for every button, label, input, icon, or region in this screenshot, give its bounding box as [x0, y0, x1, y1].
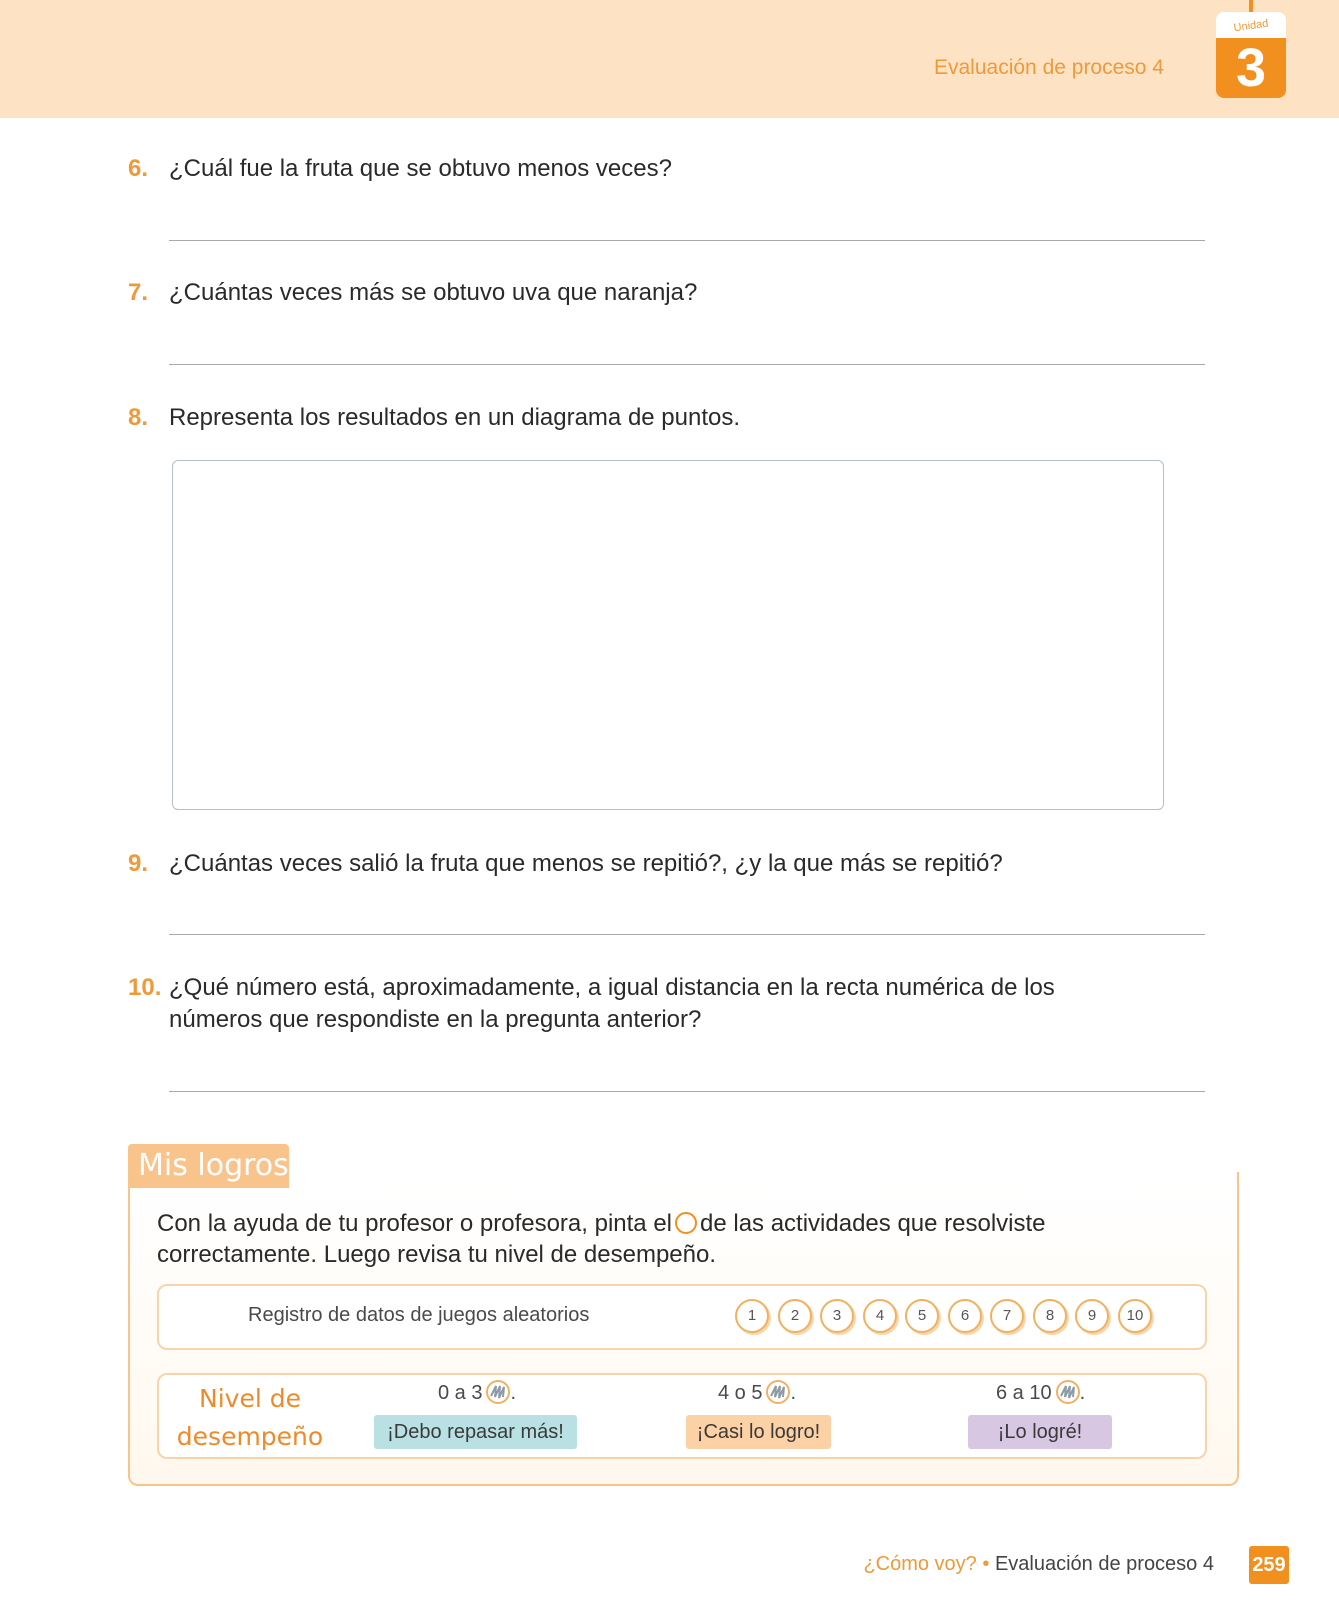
header-torn-edge — [0, 108, 1339, 124]
level-range-3: 6 a 10 . — [996, 1382, 1086, 1404]
level-badge-repasar: ¡Debo repasar más! — [374, 1415, 577, 1449]
painted-circle-icon — [1056, 1380, 1080, 1404]
level-badge-logre: ¡Lo logré! — [968, 1415, 1112, 1449]
unit-number: 3 — [1216, 38, 1286, 98]
activity-circle-10[interactable]: 10 — [1118, 1299, 1152, 1333]
activity-circle-8[interactable]: 8 — [1033, 1299, 1067, 1333]
instruction-text-start: Con la ayuda de tu profesor o profesora, pinta el — [157, 1210, 672, 1237]
question-text: ¿Cuántas veces más se obtuvo uva que naranja? — [169, 279, 698, 306]
answer-line-7[interactable] — [169, 364, 1205, 365]
unit-badge — [1216, 12, 1286, 98]
level-range-1: 0 a 3 . — [438, 1382, 517, 1404]
question-text: ¿Cuál fue la fruta que se obtuvo menos veces? — [169, 155, 672, 182]
registro-label: Registro de datos de juegos aleatorios — [248, 1304, 590, 1326]
activity-circle-7[interactable]: 7 — [990, 1299, 1024, 1333]
circle-icon — [675, 1212, 697, 1234]
activity-circle-4[interactable]: 4 — [863, 1299, 897, 1333]
footer-separator: • — [982, 1553, 990, 1575]
activity-circle-1[interactable]: 1 — [735, 1299, 769, 1333]
logros-title: Mis logros — [138, 1148, 289, 1183]
level-range-text: 6 a 10 — [996, 1382, 1052, 1404]
level-range-2: 4 o 5 . — [718, 1382, 797, 1404]
activity-circle-6[interactable]: 6 — [948, 1299, 982, 1333]
footer-section: ¿Cómo voy? — [863, 1553, 977, 1575]
answer-line-6[interactable] — [169, 240, 1205, 241]
logros-instruction — [157, 1208, 1207, 1270]
painted-circle-icon — [486, 1380, 510, 1404]
unit-label: Unidad — [1232, 17, 1270, 35]
activity-circle-2[interactable]: 2 — [778, 1299, 812, 1333]
question-text: ¿Qué número está, aproximadamente, a igual distancia en la recta numérica de los números que respondiste en la pregunta anterior? — [169, 974, 1055, 1033]
page-number: 259 — [1249, 1546, 1289, 1584]
level-badge-casi: ¡Casi lo logro! — [686, 1415, 831, 1449]
level-range-text: 4 o 5 — [718, 1382, 763, 1404]
footer-title: Evaluación de proceso 4 — [994, 1553, 1214, 1575]
question-text: Representa los resultados en un diagrama de puntos. — [169, 404, 741, 431]
instruction-text-end: de las actividades que resolviste correctamente. Luego revisa tu nivel de desempeño. — [157, 1210, 1046, 1268]
question-number: 10. — [128, 974, 162, 1001]
dot-plot-answer-box[interactable] — [172, 460, 1164, 810]
activity-circle-3[interactable]: 3 — [820, 1299, 854, 1333]
logros-panel-edge — [1237, 1172, 1239, 1188]
header-title: Evaluación de proceso 4 — [934, 56, 1164, 79]
question-number: 7. — [128, 279, 149, 306]
answer-line-9[interactable] — [169, 934, 1205, 935]
question-number: 6. — [128, 155, 149, 182]
painted-circle-icon — [766, 1380, 790, 1404]
activity-circle-5[interactable]: 5 — [905, 1299, 939, 1333]
question-text: ¿Cuántas veces salió la fruta que menos se repitió?, ¿y la que más se repitió? — [169, 850, 1003, 877]
answer-line-10[interactable] — [169, 1091, 1205, 1092]
level-range-text: 0 a 3 — [438, 1382, 483, 1404]
footer — [863, 1553, 1214, 1576]
question-number: 8. — [128, 404, 149, 431]
activity-circle-9[interactable]: 9 — [1075, 1299, 1109, 1333]
question-number: 9. — [128, 850, 149, 877]
logros-tab — [128, 1144, 289, 1188]
nivel-title: Nivel de desempeño — [176, 1384, 324, 1451]
